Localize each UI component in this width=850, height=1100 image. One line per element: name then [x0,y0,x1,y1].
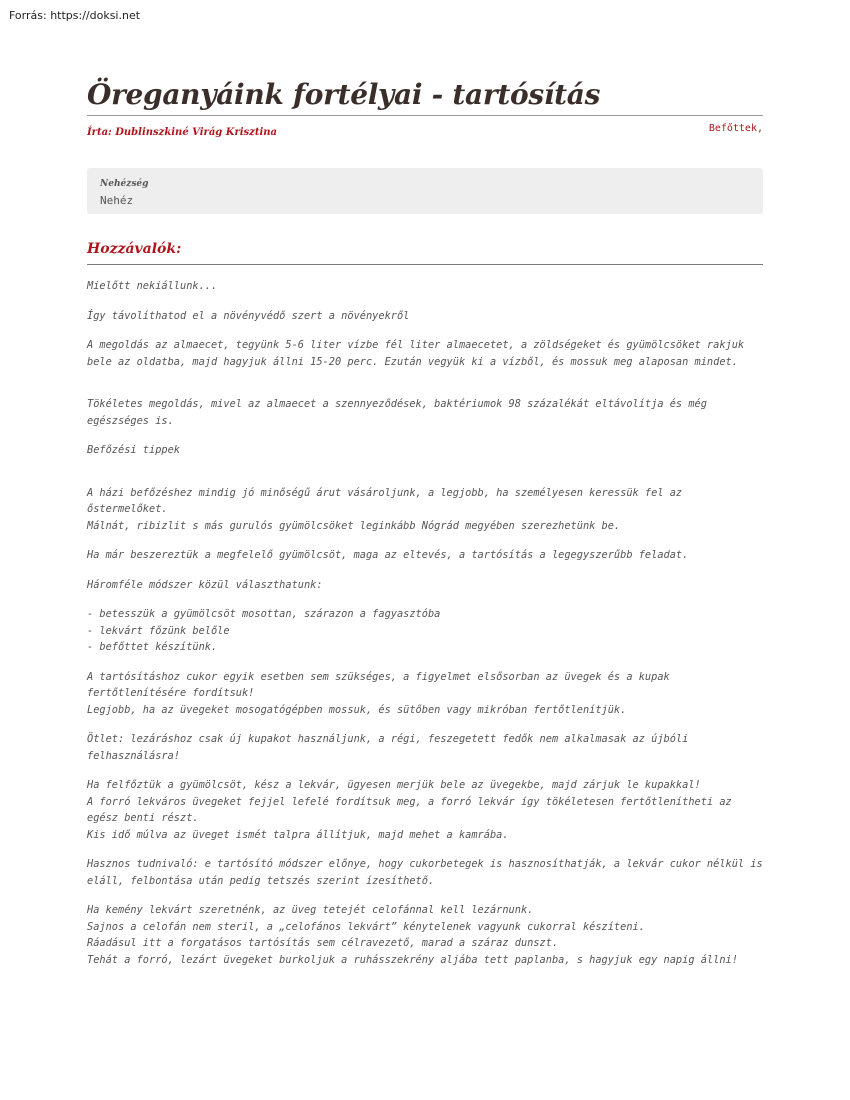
paragraph [87,731,763,764]
paragraph-line: Mielőtt nekiállunk... [87,280,218,292]
paragraph [87,577,763,594]
category-link[interactable]: Befőttek, [708,123,763,134]
paragraph-line: Kis idő múlva az üveget ismét talpra állítjuk, majd mehet a kamrába. [87,828,509,841]
paragraph-line: Hasznos tudnivaló: e tartósító módszer előnye, hogy cukorbetegek is hasznosíthatják, a lekvár cukor nélkül is eláll, felbontása után pedig tetszés szerint ízesíthető. [87,858,763,887]
paragraph [87,442,763,459]
paragraph-line: Sajnos a celofán nem steril, a „celofános lekvárt” kénytelenek vagyunk cukorral készíteni. [87,920,645,933]
paragraph [87,856,763,889]
paragraph-line: - lekvárt főzünk belőle [87,624,230,637]
author-line: Írta: Dublinszkiné Virág Krisztina [87,127,278,138]
paragraph-line: Befőzési tippek [87,444,180,456]
paragraph [87,308,763,325]
title-divider [87,115,763,116]
paragraph [87,669,763,719]
difficulty-panel [87,168,763,214]
paragraph-line: Ha már beszereztük a megfelelő gyümölcsöt, maga az eltevés, a tartósítás a legegyszerűbb feladat. [87,549,689,561]
paragraph [87,278,763,295]
page-title: Öreganyáink fortélyai - tartósítás [87,78,601,111]
difficulty-label: Nehézség [100,179,149,189]
paragraph [87,337,763,370]
paragraph-line: Ha kemény lekvárt szeretnénk, az üveg tetejét celofánnal kell lezárnunk. [87,904,534,916]
paragraph-line: Tökéletes megoldás, mivel az almaecet a szennyeződések, baktériumok 98 százalékát eltávolítja és még egészséges is. [87,398,707,427]
paragraph-line: A megoldás az almaecet, tegyünk 5-6 liter vízbe fél liter almaecetet, a zöldségeket és gyümölcsöket rakjuk bele az oldatba, majd hagyjuk állni 15-20 perc. Ezután vegyük ki a vízből, és mossuk meg alaposan mindet. [87,339,745,368]
section-divider [87,264,763,265]
source-credit: Forrás: https://doksi.net [9,9,141,22]
paragraph-line: - befőttet készítünk. [87,641,218,653]
ingredients-heading: Hozzávalók: [87,241,182,257]
difficulty-value: Nehéz [100,194,134,207]
paragraph [87,485,763,535]
paragraph-line: A házi befőzéshez mindig jó minőségű árut vásároljunk, a legjobb, ha személyesen keressük fel az őstermelőket. [87,486,683,515]
paragraph [87,777,763,843]
paragraph [87,547,763,564]
paragraph-line: Ha felfőztük a gyümölcsöt, kész a lekvár, ügyesen merjük bele az üvegekbe, majd zárjuk le kupakkal! [87,779,701,791]
paragraph-line: Ráadásul itt a forgatásos tartósítás sem célravezető, marad a száraz dunszt. [87,937,559,949]
paragraph-line: A forró lekváros üvegeket fejjel lefelé fordítsuk meg, a forró lekvár így tökéletesen fertőtlenítheti az egész benti részt. [87,795,732,824]
paragraph-line: A tartósításhoz cukor egyik esetben sem szükséges, a figyelmet elsősorban az üvegek és a kupak fertőtlenítésére fordítsuk! [87,670,670,699]
paragraph-line: Így távolíthatod el a növényvédő szert a növényekről [87,309,410,322]
paragraph-line: Ötlet: lezáráshoz csak új kupakot használjunk, a régi, feszegetett fedők nem alkalmasak az újbóli felhasználásra! [87,733,689,762]
paragraph-line: - betesszük a gyümölcsöt mosottan, szárazon a fagyasztóba [87,608,441,620]
paragraph-line: Háromféle módszer közül választhatunk: [87,578,323,591]
paragraph [87,902,763,968]
recipe-body [87,278,763,981]
paragraph-line: Legjobb, ha az üvegeket mosogatógépben mossuk, és sütőben vagy mikróban fertőtlenítjük. [87,703,627,716]
paragraph-line: Málnát, ribizlit s más gurulós gyümölcsöket leginkább Nógrád megyében szerezhetünk be. [87,519,621,532]
paragraph [87,396,763,429]
paragraph [87,606,763,656]
paragraph-line: Tehát a forró, lezárt üvegeket burkoljuk a ruhásszekrény aljába tett paplanba, s hagyjuk egy napig állni! [87,953,738,966]
